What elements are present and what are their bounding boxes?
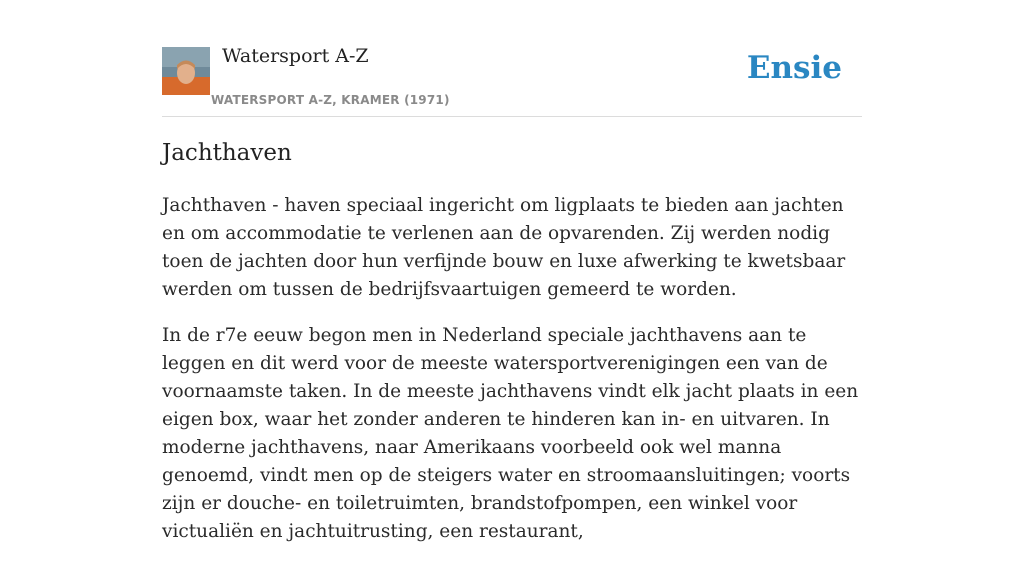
entry-paragraph: In de r7e eeuw begon men in Nederland speciale jachthavens aan te leggen en dit werd voor de meeste watersportverenigingen een van de voornaamste taken. In de meeste jachthavens vindt elk jacht plaats in een eigen box, waar het zonder anderen te hinderen kan in- en uitvaren. In moderne jachthavens, naar Amerikaans voorbeeld ook wel manna genoemd, vindt men op de steigers water en stroomaansluitingen; voorts zijn er douche- en toiletruimten, brandstofpompen, een winkel voor victualiën en jachtuitrusting, een restaurant, — [162, 325, 859, 542]
source-header — [162, 0, 862, 117]
ensie-logo[interactable]: Ensie — [746, 50, 842, 86]
source-meta: WATERSPORT A-Z, KRAMER (1971) — [211, 93, 450, 107]
entry-paragraph: Jachthaven - haven speciaal ingericht om ligplaats te bieden aan jachten en om accommodatie te verlenen aan de opvarenden. Zij werden nodig toen de jachten door hun verfijnde bouw en luxe afwerking te kwetsbaar werden om tussen de bedrijfsvaartuigen gemeerd te worden. — [162, 195, 846, 300]
entry-title: Jachthaven — [162, 140, 292, 166]
source-title[interactable]: Watersport A-Z — [222, 45, 369, 67]
entry-content — [162, 192, 862, 564]
person-photo-icon — [162, 47, 210, 95]
source-avatar[interactable] — [162, 47, 210, 95]
